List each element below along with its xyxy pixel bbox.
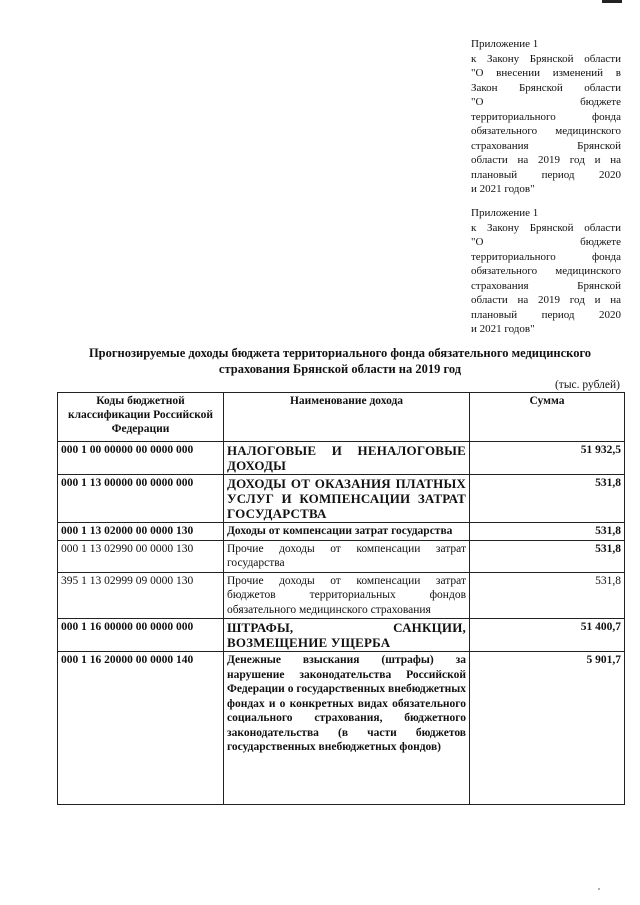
appendix-line: "О бюджете <box>471 236 621 248</box>
table-row <box>58 572 625 619</box>
row-name: НАЛОГОВЫЕ И НЕНАЛОГОВЫЕ ДОХОДЫ <box>224 442 470 475</box>
appendix-line: территориального фонда <box>471 250 621 263</box>
row-code: 000 1 13 00000 00 0000 000 <box>58 475 224 523</box>
header-sum: Сумма <box>470 393 625 442</box>
appendix-line: Приложение 1 <box>471 207 539 219</box>
appendix-line: страхования Брянской <box>471 139 621 152</box>
row-code: 000 1 13 02000 00 0000 130 <box>58 523 224 541</box>
header-name: Наименование дохода <box>224 393 470 442</box>
appendix-line: области на 2019 год и на <box>471 154 621 166</box>
row-code: 000 1 00 00000 00 0000 000 <box>58 442 224 475</box>
appendix-line: Приложение 1 <box>471 38 539 50</box>
row-sum: 51 400,7 <box>470 619 625 652</box>
row-name: ШТРАФЫ, САНКЦИИ, ВОЗМЕЩЕНИЕ УЩЕРБА <box>224 619 470 652</box>
row-name: Доходы от компенсации затрат государства <box>224 523 470 541</box>
table-row <box>58 619 625 652</box>
appendix-line: "О внесении изменений в <box>471 67 621 79</box>
scan-edge-mark <box>602 0 622 3</box>
appendix-line: плановый период 2020 <box>471 308 621 321</box>
appendix-line: и 2021 годов" <box>471 183 535 195</box>
row-name: ДОХОДЫ ОТ ОКАЗАНИЯ ПЛАТНЫХ УСЛУГ И КОМПЕНСАЦИИ ЗАТРАТ ГОСУДАРСТВА <box>224 475 470 523</box>
row-sum: 531,8 <box>470 475 625 523</box>
appendix-line: плановый период 2020 <box>471 168 621 181</box>
row-code: 000 1 16 20000 00 0000 140 <box>58 652 224 805</box>
table-row <box>58 475 625 523</box>
row-code: 000 1 16 00000 00 0000 000 <box>58 619 224 652</box>
document-title: Прогнозируемые доходы бюджета территориального фонда обязательного медицинского страхования Брянской области на 2019 год <box>88 346 592 376</box>
scan-speck <box>598 888 600 890</box>
row-code: 395 1 13 02999 09 0000 130 <box>58 572 224 619</box>
appendix-line: к Закону Брянской области <box>471 221 621 234</box>
row-name: Прочие доходы от компенсации затрат государства <box>224 540 470 572</box>
appendix-line: "О бюджете <box>471 96 621 108</box>
appendix-line: обязательного медицинского <box>471 125 621 137</box>
appendix-line: страхования Брянской <box>471 279 621 292</box>
appendix-note-amendment <box>471 37 621 197</box>
table-header-row <box>58 393 625 442</box>
table-row <box>58 523 625 541</box>
appendix-line: к Закону Брянской области <box>471 52 621 65</box>
row-sum: 531,8 <box>470 572 625 619</box>
appendix-note-original <box>471 206 621 337</box>
appendix-line: и 2021 годов" <box>471 323 535 335</box>
row-sum: 531,8 <box>470 540 625 572</box>
appendix-line: территориального фонда <box>471 110 621 123</box>
table-row <box>58 540 625 572</box>
income-table <box>57 392 625 805</box>
table-row <box>58 442 625 475</box>
appendix-line: Закон Брянской области <box>471 81 621 94</box>
row-name: Денежные взыскания (штрафы) за нарушение законодательства Российской Федерации о государственных внебюджетных фондах и о конкретных видах обязательного социального страхования, бюджетного законодательства (в части бюджетов государственных внебюджетных фондов) <box>224 652 470 805</box>
row-code: 000 1 13 02990 00 0000 130 <box>58 540 224 572</box>
row-sum: 51 932,5 <box>470 442 625 475</box>
appendix-line: области на 2019 год и на <box>471 294 621 306</box>
header-code: Коды бюджетной классификации Российской Федерации <box>58 393 224 442</box>
appendix-line: обязательного медицинского <box>471 265 621 277</box>
row-sum: 531,8 <box>470 523 625 541</box>
table-row <box>58 652 625 805</box>
units-label: (тыс. рублей) <box>554 379 620 391</box>
row-name: Прочие доходы от компенсации затрат бюджетов территориальных фондов обязательного медицинского страхования <box>224 572 470 619</box>
row-sum: 5 901,7 <box>470 652 625 805</box>
